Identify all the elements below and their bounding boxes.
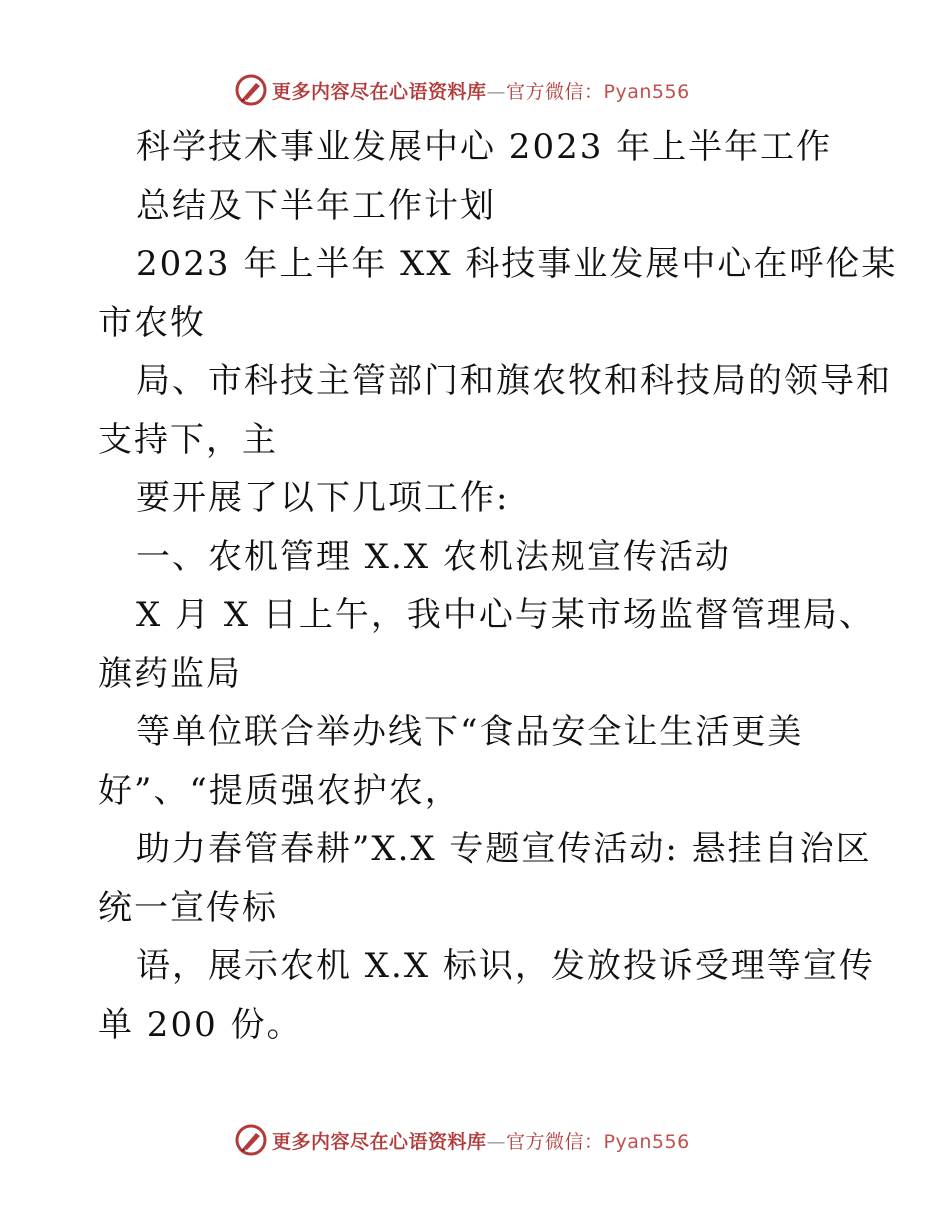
doc-line: 等单位联合举办线下“食品安全让生活更美 — [136, 712, 804, 752]
doc-line: 总结及下半年工作计划 — [136, 185, 496, 226]
pen-logo-icon — [234, 1123, 268, 1157]
watermark-text — [272, 77, 690, 104]
doc-line: 单 200 份。 — [98, 1004, 303, 1045]
header-watermark — [234, 72, 690, 108]
watermark-text — [272, 1127, 690, 1154]
footer-watermark — [234, 1122, 690, 1158]
doc-line: 局、市科技主管部门和旗农牧和科技局的领导和 — [136, 361, 892, 401]
doc-line: 好”、“提质强农护农， — [98, 770, 461, 811]
doc-line: 一、农机管理 X.X 农机法规宣传活动 — [136, 536, 731, 577]
document-body — [98, 118, 898, 1054]
doc-line: 要开展了以下几项工作: — [136, 478, 510, 518]
pen-logo-icon — [234, 73, 268, 107]
doc-line: 旗药监局 — [98, 653, 242, 694]
doc-line: 统一宣传标 — [98, 887, 278, 928]
watermark-separator: — — [486, 1130, 507, 1153]
doc-line: 支持下，主 — [98, 419, 278, 460]
doc-line: 2023 年上半年 XX 科技事业发展中心在呼伦某 — [136, 244, 898, 284]
doc-line: X 月 X 日上午，我中心与某市场监督管理局、 — [136, 595, 875, 635]
doc-line: 助力春管春耕”X.X 专题宣传活动: 悬挂自治区 — [136, 829, 872, 869]
doc-line: 市农牧 — [98, 302, 206, 343]
watermark-wechat-id: Pyan556 — [603, 80, 690, 103]
watermark-site: 更多内容尽在心语资料库 — [272, 80, 487, 103]
watermark-official: 官方微信： — [506, 1130, 604, 1153]
watermark-official: 官方微信： — [506, 80, 604, 103]
watermark-wechat-id: Pyan556 — [603, 1130, 690, 1153]
watermark-separator: — — [486, 80, 507, 103]
doc-line: 科学技术事业发展中心 2023 年上半年工作 — [136, 127, 833, 167]
doc-line: 语，展示农机 X.X 标识，发放投诉受理等宣传 — [136, 946, 875, 986]
watermark-site: 更多内容尽在心语资料库 — [272, 1130, 487, 1153]
